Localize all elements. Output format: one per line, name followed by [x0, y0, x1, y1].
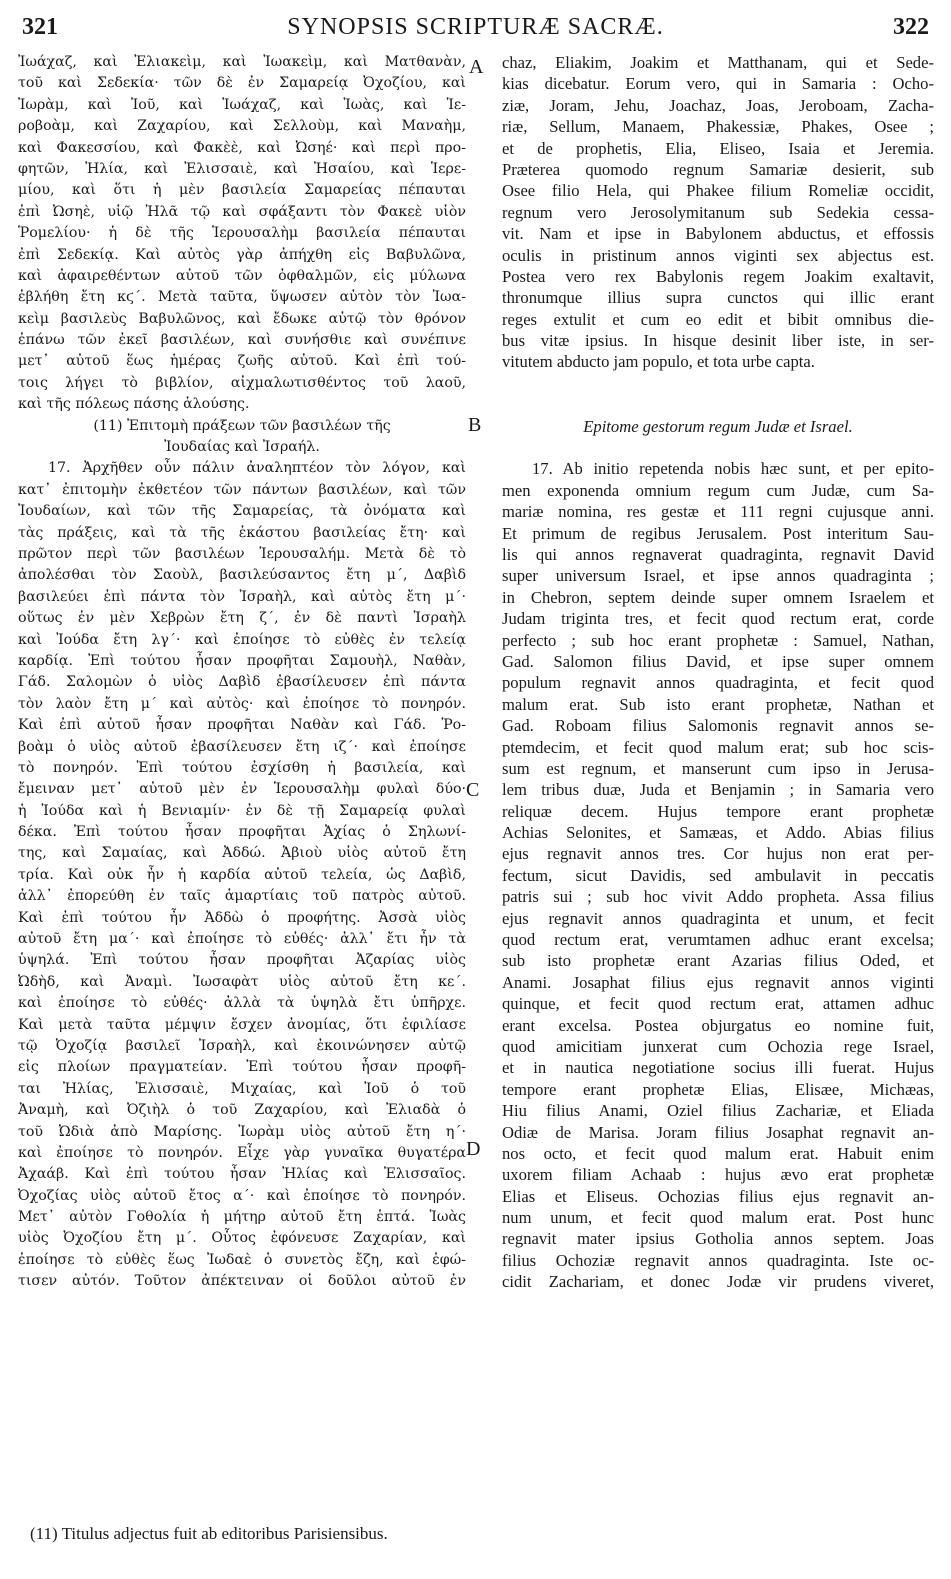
text-line: Ὀχοζίας υἱὸς αὐτοῦ ἔτος α΄· καὶ ἐποίησε τὸ πονηρόν.	[18, 1187, 466, 1204]
text-line: Postea vero rex Babylonis regem Joakim exaltavit,	[502, 266, 934, 286]
text-line: ἀλλ᾽ ἐπορεύθη ἐν ταῖς ἁμαρτίαις τοῦ πατρὸς αὐτοῦ.	[18, 888, 466, 905]
text-line: erant excelsa. Postea objurgatus eo nomine fuit,	[502, 1015, 934, 1035]
text-line: ἐποίησε τὸ εὐθὲς ἕως Ἰωδαὲ ὁ συνετὸς ἔζη, καὶ ἐφώ-	[18, 1251, 466, 1268]
text-line	[502, 394, 934, 415]
text-line: nos octo, et fecit quod malum erat. Habuit enim	[502, 1143, 934, 1163]
text-line: regnum vero Jerosolymitanum sub Sedekia cessa-	[502, 202, 934, 222]
text-line: καὶ Φακεσσίου, καὶ Φακὲὲ, καὶ Ὠσηέ· καὶ περὶ προ-	[18, 139, 466, 156]
text-line: βοὰμ ὁ υἱὸς αὐτοῦ ἐβασίλευσεν ἔτη ιζ΄· καὶ ἐποίησε	[18, 738, 466, 755]
text-line: Καὶ ἐπὶ τούτου ἦν Ἀδδὼ ὁ προφήτης. Ἀσσὰ υἱὸς	[18, 909, 466, 926]
text-line: τὰς πράξεις, καὶ τὰ τῆς ἑκάστου βασιλείας ἔτη· καὶ	[18, 524, 466, 541]
text-line: ἐβλήθη ἔτη κϛ΄. Μετὰ ταῦτα, ὕψωσεν αὐτὸν τὸν Ἰωα-	[18, 289, 466, 306]
text-line: fectum, sicut Davidis, sed ambulavit in peccatis	[502, 865, 934, 885]
text-line: καὶ Ἰούδα ἔτη λγ΄· καὶ ἐποίησε τὸ εὐθὲς ἐν τελείᾳ	[18, 631, 466, 648]
text-line: et de prophetis, Elia, Eliseo, Isaia et Jeremia.	[502, 138, 934, 158]
text-line: quod rectum erat, verumtamen adhuc erant excelsa;	[502, 930, 934, 950]
text-line: αὐτοῦ ἔτη μα΄· καὶ ἐποίησε τὸ εὐθές· ἀλλ᾽ ἔτι ἦν τὰ	[18, 931, 466, 948]
text-line: super universum Israel, et ipse annos quadraginta ;	[502, 566, 934, 586]
text-line: regnavit mater ipsius Gotholia annos septem. Joas	[502, 1229, 934, 1249]
text-line: uxorem filiam Achaab : hujus ævo erat prophetæ	[502, 1165, 934, 1185]
text-line: reliquæ decem. Hujus tempore erant prophetæ	[502, 801, 934, 821]
text-line: τοῦ Ὠδιὰ ἀπὸ Μαρίσης. Ἰωρὰμ υἱὸς αὐτοῦ ἔτη η΄·	[18, 1123, 466, 1140]
text-line: populum regnavit annos quadraginta, et fecit quod	[502, 673, 934, 693]
text-line: ροβοὰμ, καὶ Ζαχαρίου, καὶ Σελλοὺμ, καὶ Μαναὴμ,	[18, 118, 466, 135]
text-line: oculis in pristinum annos viginti sex abjectus est.	[502, 245, 934, 265]
text-line: καὶ ἐποίησε τὸ εὐθές· ἀλλὰ τὰ ὑψηλὰ ἔτι ὑπῆρχε.	[18, 995, 466, 1012]
text-line: εἰς πλοίων πραγματείαν. Ἐπὶ τούτου ἦσαν προφῆ-	[18, 1059, 466, 1076]
text-line: τὸ πονηρόν. Ἐπὶ τούτου ἐσχίσθη ἡ βασιλεία, καὶ	[18, 759, 466, 776]
text-line: Præterea quomodo regnum Samariæ desierit, sub	[502, 159, 934, 179]
text-line: Anami. Josaphat filius ejus regnavit annos viginti	[502, 972, 934, 992]
text-line: Epitome gestorum regum Judæ et Israel.	[583, 416, 853, 436]
text-line: Ῥομελίου· ἡ δὲ τῆς Ἱερουσαλὴμ βασιλεία πέπαυται	[18, 225, 466, 242]
text-line: δέκα. Ἐπὶ τούτου ἦσαν προφῆται Ἀχίας ὁ Σηλωνί-	[18, 824, 466, 841]
text-line: ἀπολέσθαι τὸν Σαοὺλ, βασιλεύσαντος ἔτη μ΄, Δαβὶδ	[18, 567, 466, 584]
text-line: Μετ᾽ αὐτὸν Γοθολία ἡ μήτηρ αὐτοῦ ἔτη ἑπτά. Ἰωὰς	[18, 1209, 466, 1226]
text-line: μετ᾽ αὐτοῦ ἕως ἡμέρας ζωῆς αὐτοῦ. Καὶ ἐπὶ τού-	[18, 353, 466, 370]
text-line: quod amicitiam junxerat cum Ochozia rege Israel,	[502, 1036, 934, 1056]
latin-column	[502, 52, 934, 1293]
text-line: lis qui annos regnaverat quadraginta, regnavit David	[502, 544, 934, 564]
text-line: της, καὶ Σαμαίας, καὶ Ἀδδώ. Ἀβιοὺ υἱὸς αὐτοῦ ἔτη	[18, 845, 466, 862]
text-line: πρῶτον περὶ τῶν βασιλέων Ἱερουσαλήμ. Μετὰ δὲ τὸ	[18, 545, 466, 562]
text-line: tempore erant prophetæ Elias, Elisæe, Michæas,	[502, 1079, 934, 1099]
page-number-right: 322	[893, 14, 929, 40]
text-line: ἐπὶ Σεδεκίᾳ. Καὶ αὐτὸς γὰρ ἀπήχθη εἰς Βαβυλῶνα,	[18, 246, 466, 263]
text-line: filius Ochoziæ regnavit annos quadraginta. Iste oc-	[502, 1250, 934, 1270]
margin-marker-b: B	[468, 414, 482, 436]
text-line: καὶ τῆς πόλεως πάσης ἁλούσης.	[18, 396, 250, 413]
text-line: kias dicebatur. Eorum vero, qui in Samaria : Ocho-	[502, 74, 934, 94]
text-line: Ὠδὴδ, καὶ Ἀναμὶ. Ἰωσαφὰτ υἱὸς αὐτοῦ ἔτη κε΄.	[18, 973, 466, 990]
text-line	[502, 437, 934, 458]
footnote: (11) Titulus adjectus fuit ab editoribus Parisiensibus.	[30, 1524, 388, 1543]
text-line: ἐπάνω τῶν ἐκεῖ βασιλέων, καὶ συνήσθιε καὶ συνέπινε	[18, 332, 466, 349]
text-line: ptemdecim, et fecit quod malum erat; sub hoc scis-	[502, 737, 934, 757]
page-header	[22, 14, 929, 48]
text-line: τοῦ καὶ Σεδεκία· τῶν δὲ ἐν Σαμαρείᾳ Ὀχοζίου, καὶ	[18, 75, 466, 92]
text-line: Elias et Eliseus. Ochozias filius ejus regnavit an-	[502, 1186, 934, 1206]
text-line: patris sui ; sub hoc vivit Addo propheta. Assa filius	[502, 887, 934, 907]
margin-marker-c: C	[466, 779, 480, 801]
text-line: (11) Ἐπιτομὴ πράξεων τῶν βασιλέων τῆς	[93, 417, 391, 434]
text-line: Καὶ μετὰ ταῦτα μέμψιν ἔσχεν ἀνομίας, ὅτι ἐφιλίασε	[18, 1016, 466, 1033]
text-line: ejus regnavit annos tres. Cor hujus non erat per-	[502, 844, 934, 864]
text-line: Gad. Roboam filius Salomonis regnavit annos se-	[502, 716, 934, 736]
text-line: ἔμειναν μετ᾽ αὐτοῦ μὲν ἐν Ἱερουσαλὴμ φυλαὶ δύο·	[18, 781, 466, 798]
page-number-left: 321	[22, 14, 58, 40]
text-line: Ἰωρὰμ, καὶ Ἰοῦ, καὶ Ἰωάχαζ, καὶ Ἰωὰς, καὶ Ἱε-	[18, 96, 466, 113]
text-line: et in nautica negotiatione socius illi fuerat. Hujus	[502, 1058, 934, 1078]
text-line: καὶ ἀφαιρεθέντων αὐτοῦ τῶν ὀφθαλμῶν, εἰς μύλωνα	[18, 267, 466, 284]
text-line: τὸν λαὸν ἔτη μ΄ καὶ αὐτὸς· καὶ ἐποίησε τὸ πονηρόν.	[18, 695, 466, 712]
text-line: Achias Selonites, et Samæas, et Addo. Abias filius	[502, 823, 934, 843]
text-line: num unum, et fecit quod malum erat. Post hunc	[502, 1208, 934, 1228]
text-line: ὑψηλά. Ἐπὶ τούτου ἦσαν προφῆται Ἀζαρίας υἱὸς	[18, 952, 466, 969]
text-line: μίου, καὶ ὅτι ἡ μὲν βασιλεία Σαμαρείας πέπαυται	[18, 182, 466, 199]
text-line: 17. Ab initio repetenda nobis hæc sunt, et per epito-	[532, 459, 934, 479]
margin-marker-a: A	[469, 56, 484, 78]
text-line: καὶ ἐποίησε τὸ πονηρόν. Εἶχε γὰρ γυναῖκα θυγατέρα	[18, 1144, 466, 1161]
text-line: reges extulit et cum eo edit et bibit omnibus die-	[502, 309, 934, 329]
text-line: 17. Ἀρχῆθεν οὖν πάλιν ἀναληπτέον τὸν λόγον, καὶ	[48, 460, 466, 477]
text-line: chaz, Eliakim, Joakim et Matthanam, qui et Sede-	[502, 53, 934, 72]
text-line: ται Ἠλίας, Ἐλισσαιὲ, Μιχαίας, καὶ Ἰοῦ ὁ τοῦ	[18, 1080, 466, 1097]
text-line: bus vitæ ipsius. In hisque desinit liber iste, in ser-	[502, 331, 934, 351]
text-line: φητῶν, Ἠλία, καὶ Ἐλισσαιὲ, καὶ Ἠσαίου, καὶ Ἱερε-	[18, 160, 466, 177]
text-line: men exponenda omnium regum cum Judæ, cum Sa-	[502, 480, 934, 500]
text-line: Καὶ ἐπὶ αὐτοῦ ἦσαν προφῆται Ναθὰν καὶ Γάδ. Ῥο-	[18, 717, 466, 734]
text-line: ejus regnavit annos quadraginta et unum, et fecit	[502, 908, 934, 928]
text-line: Judam triginta tres, et fecit quod rectum erat, corde	[502, 609, 934, 629]
text-line: perfecto ; sub hoc erant prophetæ : Samuel, Nathan,	[502, 630, 934, 650]
text-line: κατ᾽ ἐπιτομὴν ἐκθετέον τῶν πάντων βασιλέων, καὶ τῶν	[18, 481, 466, 498]
text-line: Γάδ. Σαλομὼν ὁ υἱὸς Δαβὶδ ἐβασίλευσεν ἐπὶ πάντα	[18, 674, 466, 691]
text-line: Ἰωάχαζ, καὶ Ἐλιακεὶμ, καὶ Ἰωακεὶμ, καὶ Ματθανὰν,	[18, 54, 466, 70]
greek-column	[18, 52, 466, 1293]
text-line: thronumque illius supra cunctos qui illic erant	[502, 288, 934, 308]
text-line: sum est regnum, et manserunt cum ipso in Jerusa-	[502, 758, 934, 778]
text-line: quinque, et fecit quod rectum erat, attamen adhuc	[502, 994, 934, 1014]
text-line: Ἰουδαίων, καὶ τῶν τῆς Σαμαρείας, τὰ ὀνόματα καὶ	[18, 503, 466, 520]
text-line: sub isto prophetæ erant Azarias filius Oded, et	[502, 951, 934, 971]
text-line: Ἀναμὴ, καὶ Ὀζιὴλ ὁ τοῦ Ζαχαρίου, καὶ Ἐλιαδὰ ὁ	[18, 1102, 466, 1119]
text-line: Odiæ de Marisa. Joram filius Josaphat regnavit an-	[502, 1122, 934, 1142]
text-line: οὕτως ἐν μὲν Χεβρὼν ἔτη ζ΄, ἐν δὲ παντὶ Ἰσραὴλ	[18, 610, 466, 627]
text-line: mariæ nomina, res gestæ et 111 regni cujusque anni.	[502, 502, 934, 522]
text-line: τοις λήγει τὸ βιβλίον, αἰχμαλωτισθέντος τοῦ λαοῦ,	[18, 374, 466, 391]
text-line: vitutem abducto jam populo, et tota urbe capta.	[502, 352, 815, 372]
text-line: ἡ Ἰούδα καὶ ἡ Βενιαμίν· ἐν δὲ τῇ Σαμαρείᾳ φυλαὶ	[18, 802, 466, 819]
text-line: υἱὸς Ὀχοζίου ἔτη μ΄. Οὗτος ἐφόνευσε Ζαχαρίαν, καὶ	[18, 1230, 466, 1247]
text-line: Et primum de regibus Jerusalem. Post interitum Sau-	[502, 523, 934, 543]
text-line: τρία. Καὶ οὐκ ἦν ἡ καρδία αὐτοῦ τελεία, ὡς Δαβὶδ,	[18, 866, 466, 883]
text-line: Gad. Salomon filius David, et ipse super omnem	[502, 651, 934, 671]
text-line: vit. Nam et ipse in Babylonem abductus, et effossis	[502, 224, 934, 244]
text-line: Osee filio Hela, qui Phakee filium Romeliæ occidit,	[502, 181, 934, 201]
margin-marker-d: D	[466, 1138, 481, 1160]
text-line: ziæ, Joram, Jehu, Joachaz, Joas, Jeroboam, Zacha-	[502, 95, 934, 115]
text-line: βασιλεύει ἐπὶ πάντα τὸν Ἰσραὴλ, καὶ αὐτὸς ἔτη μ΄·	[18, 588, 466, 605]
text-line: in Chebron, septem deinde super omnem Israelem et	[502, 587, 934, 607]
text-line: ἐπὶ Ὠσηὲ, υἱῷ Ἠλᾶ τῷ καὶ σφάξαντι τὸν Φακεὲ υἱὸν	[18, 203, 466, 220]
text-line: κεὶμ βασιλεὺς Βαβυλῶνος, καὶ ἔδωκε αὐτῷ τὸν θρόνον	[18, 310, 466, 327]
text-line: cidit Zachariam, et donec Jodæ vir prudens viveret,	[502, 1272, 934, 1292]
running-title: SYNOPSIS SCRIPTURÆ SACRÆ.	[287, 14, 664, 40]
text-line: τισεν αὐτόν. Τοῦτον ἀπέκτειναν οἱ δοῦλοι αὐτοῦ ἐν	[18, 1273, 466, 1290]
text-line: καρδίᾳ. Ἐπὶ τούτου ἦσαν προφῆται Σαμουὴλ, Ναθὰν,	[18, 652, 466, 669]
text-line: lem tribus duæ, Juda et Benjamin ; in Samaria vero	[502, 780, 934, 800]
text-line: τῷ Ὀχοζίᾳ βασιλεῖ Ἰσραὴλ, καὶ ἐκοινώνησεν αὐτῷ	[18, 1037, 466, 1054]
text-line	[502, 373, 934, 394]
text-line: malum erat. Sub isto erant prophetæ, Nathan et	[502, 694, 934, 714]
text-line: Ἰουδαίας καὶ Ἰσραήλ.	[164, 439, 320, 456]
text-line: Hiu filius Anami, Oziel filius Zachariæ, et Eliada	[502, 1101, 934, 1121]
text-line: riæ, Sellum, Manaem, Phakessiæ, Phakes, Osee ;	[502, 117, 934, 137]
text-line: Ἀχαάβ. Καὶ ἐπὶ τούτου ἦσαν Ἠλίας καὶ Ἐλισσαῖος.	[18, 1166, 466, 1183]
